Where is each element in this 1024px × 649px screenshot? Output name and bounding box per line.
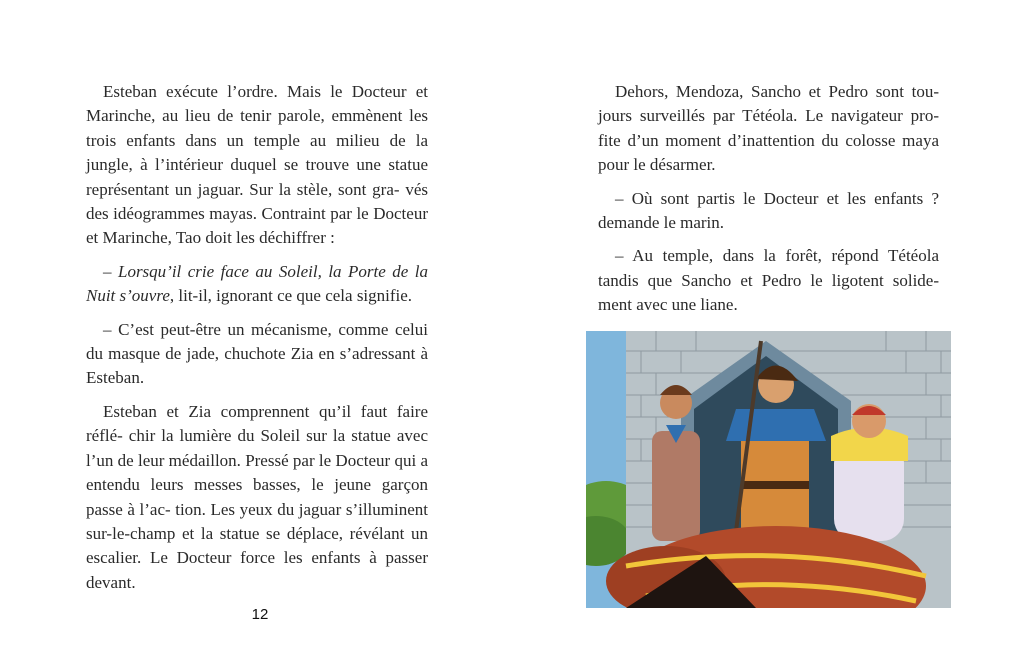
right-text-column <box>598 80 939 327</box>
paragraph: Esteban et Zia comprennent qu’il faut faire réflé- chir la lumière du Soleil sur la statue avec l’un de leur médaillon. Pressé par le Docteur qui a entendu leurs messes basses, le jeune garçon passe à l’ac- tion. Les yeux du jaguar s’illuminent sur-le-champ et la statue se déplace, révélant un escalier. Le Docteur force les enfants à passer devant. <box>86 401 428 592</box>
paragraph: Dehors, Mendoza, Sancho et Pedro sont tou- jours surveillés par Tétéola. Le navigateur pro- fite d’un moment d’inattention du colosse maya pour le désarmer. <box>598 82 939 175</box>
paragraph: – C’est peut-être un mécanisme, comme celui du masque de jade, chuchote Zia en s’adressant à Esteban. <box>86 319 428 388</box>
paragraph: Esteban exécute l’ordre. Mais le Docteur et Marinche, au lieu de tenir parole, emmènent les trois enfants dans un temple au milieu de la jungle, à l’intérieur duquel se trouve une statue représentant un jaguar. Sur la stèle, sont gra- vés des idéogrammes mayas. Contraint par le Docteur et Marinche, Tao doit les déchiffrer : <box>86 82 428 248</box>
paragraph-with-quote <box>86 260 428 309</box>
italic-quote: Lorsqu’il crie face au Soleil, la Porte de la Nuit s’ouvre <box>86 261 429 306</box>
left-text-column <box>86 80 428 604</box>
cartoon-scene-image <box>586 331 951 608</box>
page-number: 12 <box>251 606 269 623</box>
paragraph: – Où sont partis le Docteur et les enfants ? demande le marin. <box>598 188 939 233</box>
right-page <box>512 0 1024 649</box>
cartoon-illustration <box>586 331 951 608</box>
quote-continuation: , lit-il, ignorant ce que cela signifie. <box>169 286 413 306</box>
quote-dash: – <box>103 261 118 281</box>
paragraph: – Au temple, dans la forêt, répond Tétéola tandis que Sancho et Pedro le ligotent solide- ment avec une liane. <box>598 246 939 315</box>
